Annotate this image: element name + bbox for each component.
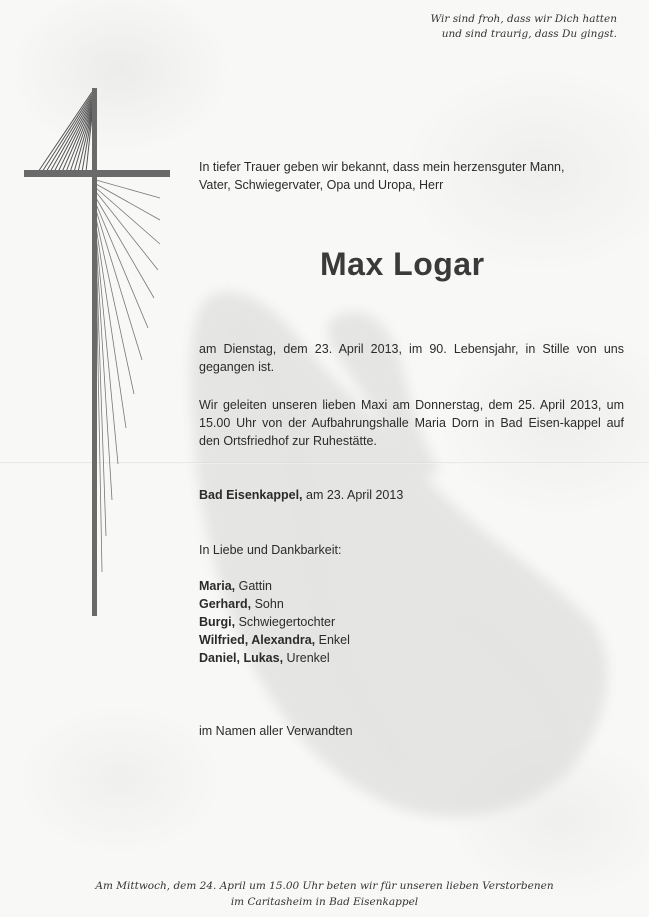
family-relation: Urenkel	[286, 651, 330, 665]
death-notice: am Dienstag, dem 23. April 2013, im 90. Lebensjahr, in Stille von uns gegangen ist.	[199, 342, 624, 374]
family-names: Burgi,	[199, 615, 236, 629]
quote-line-1: Wir sind froh, dass wir Dich hatten	[430, 13, 617, 25]
deceased-name: Max Logar	[320, 246, 485, 282]
funeral-notice: Wir geleiten unseren lieben Maxi am Donnerstag, dem 25. April 2013, um 15.00 Uhr von der Aufbahrungshalle Maria Dorn in Bad Eisen-kappel auf den Ortsfriedhof zur Ruhestätte.	[199, 398, 624, 448]
family-member	[199, 631, 350, 649]
family-relation: Schwiegertochter	[238, 615, 336, 629]
family-names: Gerhard,	[199, 597, 252, 611]
family-relation: Sohn	[254, 597, 284, 611]
cross-icon	[20, 88, 170, 618]
intro-line-1: In tiefer Trauer geben wir bekannt, dass mein herzensguter Mann,	[199, 160, 565, 174]
family-member	[199, 577, 350, 595]
love-line: In Liebe und Dankbarkeit:	[199, 543, 342, 557]
intro-text	[199, 158, 624, 194]
family-names: Maria,	[199, 579, 236, 593]
family-list	[199, 577, 350, 667]
relatives-line: im Namen aller Verwandten	[199, 724, 353, 738]
footer-note	[0, 878, 649, 910]
footer-line-1: Am Mittwoch, dem 24. April um 15.00 Uhr beten wir für unseren lieben Verstorbenen	[95, 880, 554, 892]
footer-line-2: im Caritasheim in Bad Eisenkappel	[230, 896, 419, 908]
intro-line-2: Vater, Schwiegervater, Opa und Uropa, Herr	[199, 178, 444, 192]
family-member	[199, 595, 350, 613]
family-names: Wilfried, Alexandra,	[199, 633, 316, 647]
family-member	[199, 613, 350, 631]
family-relation: Gattin	[238, 579, 272, 593]
quote	[430, 12, 617, 42]
place: Bad Eisenkappel,	[199, 488, 303, 502]
date: am 23. April 2013	[306, 488, 404, 502]
family-names: Daniel, Lukas,	[199, 651, 284, 665]
quote-line-2: und sind traurig, dass Du gingst.	[441, 28, 617, 40]
place-date	[199, 486, 624, 504]
family-member	[199, 649, 350, 667]
family-relation: Enkel	[318, 633, 350, 647]
